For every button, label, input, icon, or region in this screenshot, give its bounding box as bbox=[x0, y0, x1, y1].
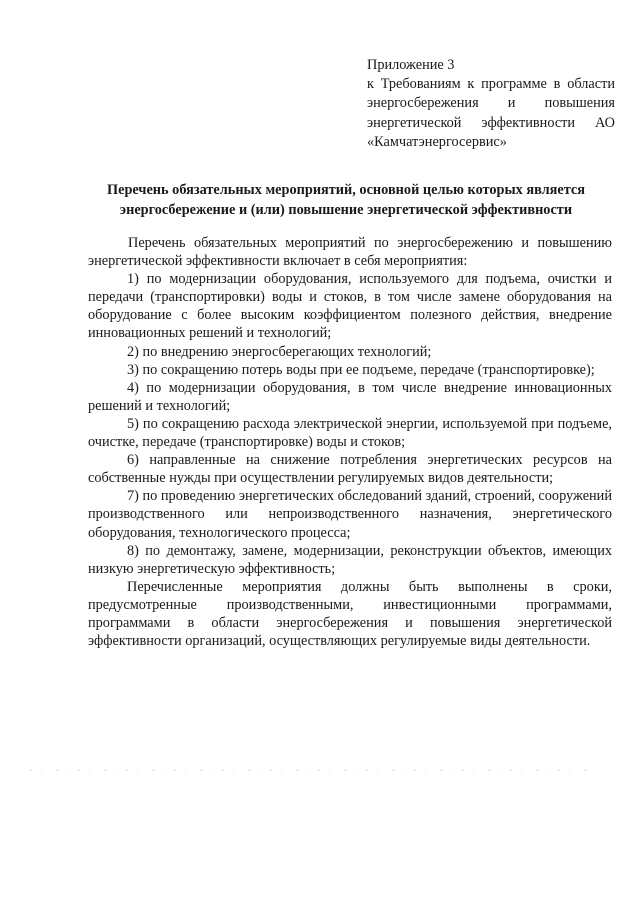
document-body bbox=[88, 234, 612, 650]
appendix-header bbox=[367, 56, 615, 152]
appendix-reference: к Требованиям к программе в области энергосбережения и повышения энергетической эффективности АО «Камчатэнергосервис» bbox=[367, 76, 615, 150]
document-title: Перечень обязательных мероприятий, основной целью которых является энергосбережение и (или) повышение энергетической эффективности bbox=[106, 182, 586, 218]
list-item: 1) по модернизации оборудования, используемого для подъема, очистки и передачи (транспортировки) воды и стоков, в том числе замене оборудования на оборудование с более высоким коэффициентом полезного действия, внедрение инновационных решений и технологий; bbox=[88, 271, 612, 342]
scan-artifact-line bbox=[30, 768, 590, 772]
intro-paragraph: Перечень обязательных мероприятий по энергосбережению и повышению энергетической эффективности включает в себя мероприятия: bbox=[88, 235, 612, 270]
list-item: 7) по проведению энергетических обследований зданий, строений, сооружений производственного или непроизводственного назначения, энергетического оборудования, технологического процесса; bbox=[88, 488, 612, 541]
list-item: 3) по сокращению потерь воды при ее подъеме, передаче (транспортировке); bbox=[127, 361, 595, 378]
list-item: 6) направленные на снижение потребления энергетических ресурсов на собственные нужды при осуществлении регулируемых видов деятельности; bbox=[88, 452, 612, 487]
closing-paragraph: Перечисленные мероприятия должны быть выполнены в сроки, предусмотренные производственными, инвестиционными программами, программами в области энергосбережения и повышения энергетической эффективности организаций, осуществляющих регулируемые виды деятельности. bbox=[88, 578, 612, 650]
list-item: 8) по демонтажу, замене, модернизации, реконструкции объектов, имеющих низкую энергетическую эффективность; bbox=[88, 542, 612, 577]
list-item: 2) по внедрению энергосберегающих технологий; bbox=[127, 343, 432, 360]
list-item: 4) по модернизации оборудования, в том числе внедрение инновационных решений и технологий; bbox=[88, 379, 612, 414]
list-item: 5) по сокращению расхода электрической энергии, используемой при подъеме, очистке, передаче (транспортировке) воды и стоков; bbox=[88, 415, 612, 451]
appendix-label: Приложение 3 bbox=[367, 57, 455, 73]
